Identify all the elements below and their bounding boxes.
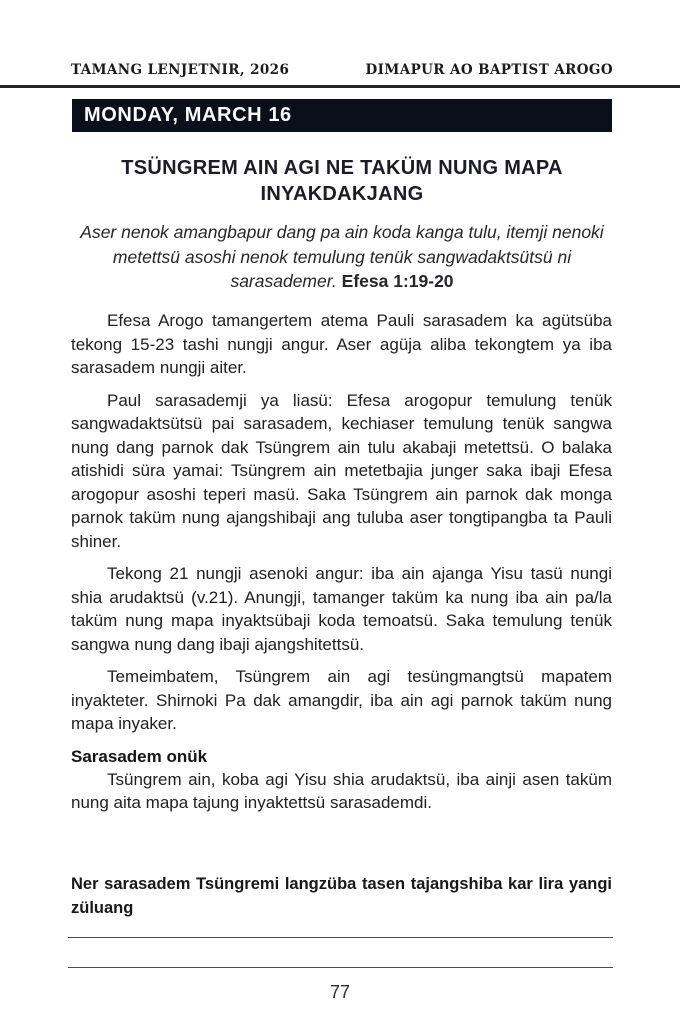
body-paragraph: Paul sarasademji ya liasü: Efesa arogopur temulung tenük sangwadaktsütsü pai sarasadem, kechiaser temulung tenük sangwa nung dang parnok dak Tsüngrem ain tulu akabaji metettsü. O balaka atishidi süra yamai: Tsüngrem ain metetbajia junger saka ibaji Efesa arogopur asoshi teperi masü. Saka Tsüngrem ain parnok dak monga parnok taküm nung ajangshibaji ang tuluba aser tongtipangba ta Pauli shiner. [71,390,612,551]
body-paragraph: Tekong 21 nungji asenoki angur: iba ain ajanga Yisu tasü nungi shia arudaktsü (v.21). Anungji, tamanger taküm ka nung iba ain pa/la taküm nung mapa inyaktsübaji koda temoatsü. Saka temulung tenük sangwa nung dang ibaji ajangshitettsü. [71,564,612,654]
prayer-section-paragraph: Tsüngrem ain, koba agi Yisu shia arudaktsü, iba ainji asen taküm nung aita mapa tajung inyaktettsü sarasademdi. [71,769,612,812]
body-paragraph: Temeimbatem, Tsüngrem ain agi tesüngmangtsü mapatem inyakteter. Shirnoki Pa dak amangdir, iba ain agi parnok taküm nung mapa inyaker. [71,667,612,733]
date-banner: MONDAY, MARCH 16 [72,99,612,132]
header-church-name: DIMAPUR AO BAPTIST AROGO [365,62,613,78]
header-divider-rule [0,85,680,88]
page-header [71,62,613,78]
verse-text: Aser nenok amangbapur dang pa ain koda kanga tulu, itemji nenoki metettsü asoshi nenok temulung tenük sangwadaktsütsü ni sarasademer. [80,222,604,291]
body-paragraph: Efesa Arogo tamangertem atema Pauli sarasadem ka agütsüba tekong 15-23 tashi nungji angur. Aser agüja aliba tekongtem ya iba sarasadem nungji aiter. [71,311,612,377]
prayer-section-heading: Sarasadem onük [71,746,208,766]
scripture-verse [68,220,616,294]
header-booklet-title: TAMANG LENJETNIR, 2026 [71,62,290,78]
writing-line [68,967,613,968]
devotion-body [71,309,612,815]
writing-line [68,937,613,938]
page-number: 77 [329,982,351,1002]
devotion-title: TSÜNGREM AIN AGI NE TAKÜM NUNG MAPA INYAKDAKJANG [121,157,563,205]
reflection-prompt: Ner sarasadem Tsüngremi langzüba tasen tajangshiba kar lira yangi züluang [71,875,612,917]
verse-reference: Efesa 1:19-20 [341,271,454,291]
